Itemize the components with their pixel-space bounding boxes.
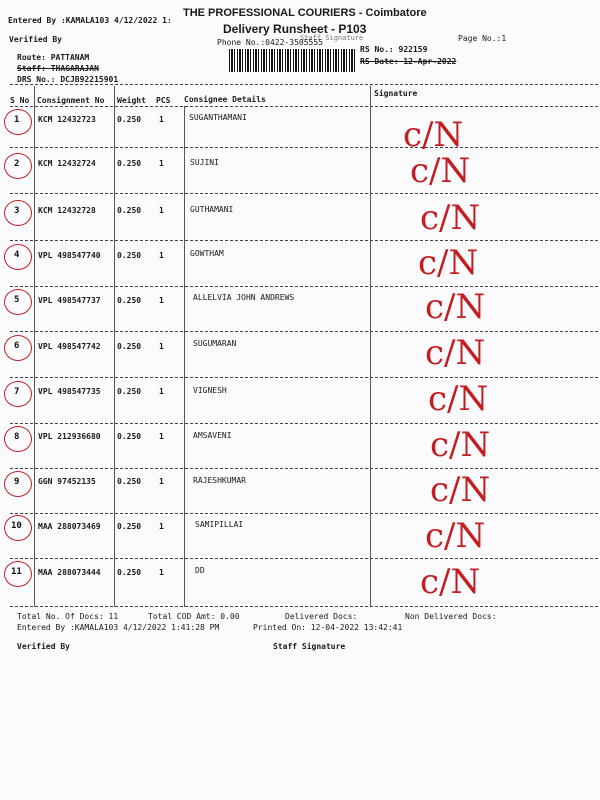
total-cod: Total COD Amt: 0.00 bbox=[148, 612, 240, 621]
staff-signature-footer: Staff Signature bbox=[273, 642, 346, 651]
consignment-no: VPL 212936680 bbox=[38, 432, 101, 441]
weight: 0.250 bbox=[117, 251, 142, 260]
drs-number: DRS No.: DCJB92215901 bbox=[17, 75, 119, 84]
consignment-no: KCM 12432724 bbox=[38, 159, 96, 168]
row-rule bbox=[10, 468, 598, 469]
row-number: 5 bbox=[14, 295, 20, 305]
pcs: 1 bbox=[159, 115, 164, 124]
consignment-no: VPL 498547740 bbox=[38, 251, 101, 260]
pcs: 1 bbox=[159, 342, 164, 351]
handwritten-signature: c/N bbox=[428, 379, 489, 419]
row-rule bbox=[10, 147, 598, 148]
weight: 0.250 bbox=[117, 522, 142, 531]
handwritten-signature: c/N bbox=[420, 198, 481, 238]
pcs: 1 bbox=[159, 159, 164, 168]
weight: 0.250 bbox=[117, 568, 142, 577]
col-divider bbox=[34, 86, 35, 607]
pcs: 1 bbox=[159, 387, 164, 396]
row-rule bbox=[10, 513, 598, 514]
row-rule bbox=[10, 331, 598, 332]
page-number: Page No.:1 bbox=[458, 34, 507, 43]
runsheet-title: Delivery Runsheet - P103 bbox=[223, 22, 367, 36]
col-divider bbox=[370, 86, 371, 607]
non-delivered-docs: Non Delivered Docs: bbox=[405, 612, 497, 621]
weight: 0.250 bbox=[117, 159, 142, 168]
rs-number: RS No.: 922159 bbox=[360, 45, 428, 54]
entered-by-top: Entered By :KAMALA103 4/12/2022 1: bbox=[8, 16, 172, 25]
row-number: 6 bbox=[14, 341, 20, 351]
pcs: 1 bbox=[159, 522, 164, 531]
row-rule bbox=[10, 423, 598, 424]
handwritten-signature: c/N bbox=[425, 516, 486, 556]
staff-name: Staff: THAGARAJAN bbox=[17, 64, 99, 73]
row-number: 2 bbox=[14, 159, 20, 169]
handwritten-signature: c/N bbox=[425, 287, 486, 327]
consignment-no: VPL 498547742 bbox=[38, 342, 101, 351]
col-divider bbox=[184, 106, 185, 607]
verified-by-top: Verified By bbox=[9, 35, 62, 44]
pcs: 1 bbox=[159, 296, 164, 305]
pcs: 1 bbox=[159, 206, 164, 215]
consignment-no: KCM 12432728 bbox=[38, 206, 96, 215]
weight: 0.250 bbox=[117, 432, 142, 441]
consignment-no: MAA 288073469 bbox=[38, 522, 101, 531]
consignee: SUGUMARAN bbox=[193, 339, 237, 348]
delivered-docs: Delivered Docs: bbox=[285, 612, 358, 621]
row-rule bbox=[10, 240, 598, 241]
col-weight: Weight bbox=[117, 96, 146, 105]
consignment-no: KCM 12432723 bbox=[38, 115, 96, 124]
route: Route: PATTANAM bbox=[17, 53, 90, 62]
pcs: 1 bbox=[159, 568, 164, 577]
consignee: GOWTHAM bbox=[190, 249, 224, 258]
weight: 0.250 bbox=[117, 387, 142, 396]
consignment-no: GGN 97452135 bbox=[38, 477, 96, 486]
row-number: 9 bbox=[14, 477, 20, 487]
consignee: SUJINI bbox=[190, 158, 219, 167]
row-rule bbox=[10, 377, 598, 378]
col-consignment-no: Consignment No bbox=[37, 96, 105, 105]
row-rule bbox=[10, 558, 598, 559]
weight: 0.250 bbox=[117, 115, 142, 124]
barcode-image bbox=[229, 49, 355, 72]
row-number: 7 bbox=[14, 387, 20, 397]
weight: 0.250 bbox=[117, 206, 142, 215]
pcs: 1 bbox=[159, 477, 164, 486]
col-pcs: PCS bbox=[156, 96, 171, 105]
row-number: 1 bbox=[14, 115, 20, 125]
total-docs: Total No. Of Docs: 11 bbox=[17, 612, 119, 621]
row-rule bbox=[10, 193, 598, 194]
consignee: ALLELVIA JOHN ANDREWS bbox=[193, 293, 295, 302]
row-number: 10 bbox=[11, 521, 22, 531]
consignee: GUTHAMANI bbox=[190, 205, 234, 214]
rs-date: RS Date: 12-Apr-2022 bbox=[360, 57, 457, 66]
header-bottom-rule bbox=[10, 106, 598, 107]
row-number: 11 bbox=[11, 567, 22, 577]
handwritten-signature: c/N bbox=[420, 562, 481, 602]
printed-on: Printed On: 12-04-2022 13:42:41 bbox=[253, 623, 403, 632]
consignment-no: VPL 498547737 bbox=[38, 296, 101, 305]
staff-signature-faint: Staff Signature bbox=[300, 34, 364, 42]
handwritten-signature: c/N bbox=[425, 333, 486, 373]
consignment-no: VPL 498547735 bbox=[38, 387, 101, 396]
phone-number: Phone No.:0422-3505555 bbox=[217, 38, 323, 47]
handwritten-signature: c/N bbox=[418, 243, 479, 283]
col-sno: S No bbox=[10, 96, 30, 105]
handwritten-signature: c/N bbox=[410, 151, 471, 191]
handwritten-signature: c/N bbox=[430, 425, 491, 465]
row-number: 4 bbox=[14, 250, 20, 260]
consignee: RAJESHKUMAR bbox=[193, 476, 246, 485]
handwritten-signature: c/N bbox=[430, 470, 491, 510]
weight: 0.250 bbox=[117, 477, 142, 486]
row-number: 8 bbox=[14, 432, 20, 442]
row-rule bbox=[10, 286, 598, 287]
verified-by-footer: Verified By bbox=[17, 642, 70, 651]
company-name: THE PROFESSIONAL COURIERS - Coimbatore bbox=[183, 7, 427, 19]
pcs: 1 bbox=[159, 432, 164, 441]
col-divider bbox=[114, 86, 115, 607]
col-consignee-details: Consignee Details bbox=[184, 95, 266, 104]
row-number: 3 bbox=[14, 206, 20, 216]
consignee: SAMIPILLAI bbox=[195, 520, 244, 529]
header-top-rule bbox=[10, 84, 598, 85]
consignee: DD bbox=[195, 566, 205, 575]
consignee: AMSAVENI bbox=[193, 431, 232, 440]
table-bottom-rule bbox=[10, 606, 598, 607]
consignee: VIGNESH bbox=[193, 386, 227, 395]
pcs: 1 bbox=[159, 251, 164, 260]
weight: 0.250 bbox=[117, 296, 142, 305]
handwritten-signature: c/N bbox=[403, 115, 464, 155]
consignee: SUGANTHAMANI bbox=[189, 113, 247, 122]
entered-by-footer: Entered By :KAMALA103 4/12/2022 1:41:28 PM bbox=[17, 623, 220, 632]
col-signature: Signature bbox=[374, 89, 418, 98]
weight: 0.250 bbox=[117, 342, 142, 351]
consignment-no: MAA 288073444 bbox=[38, 568, 101, 577]
